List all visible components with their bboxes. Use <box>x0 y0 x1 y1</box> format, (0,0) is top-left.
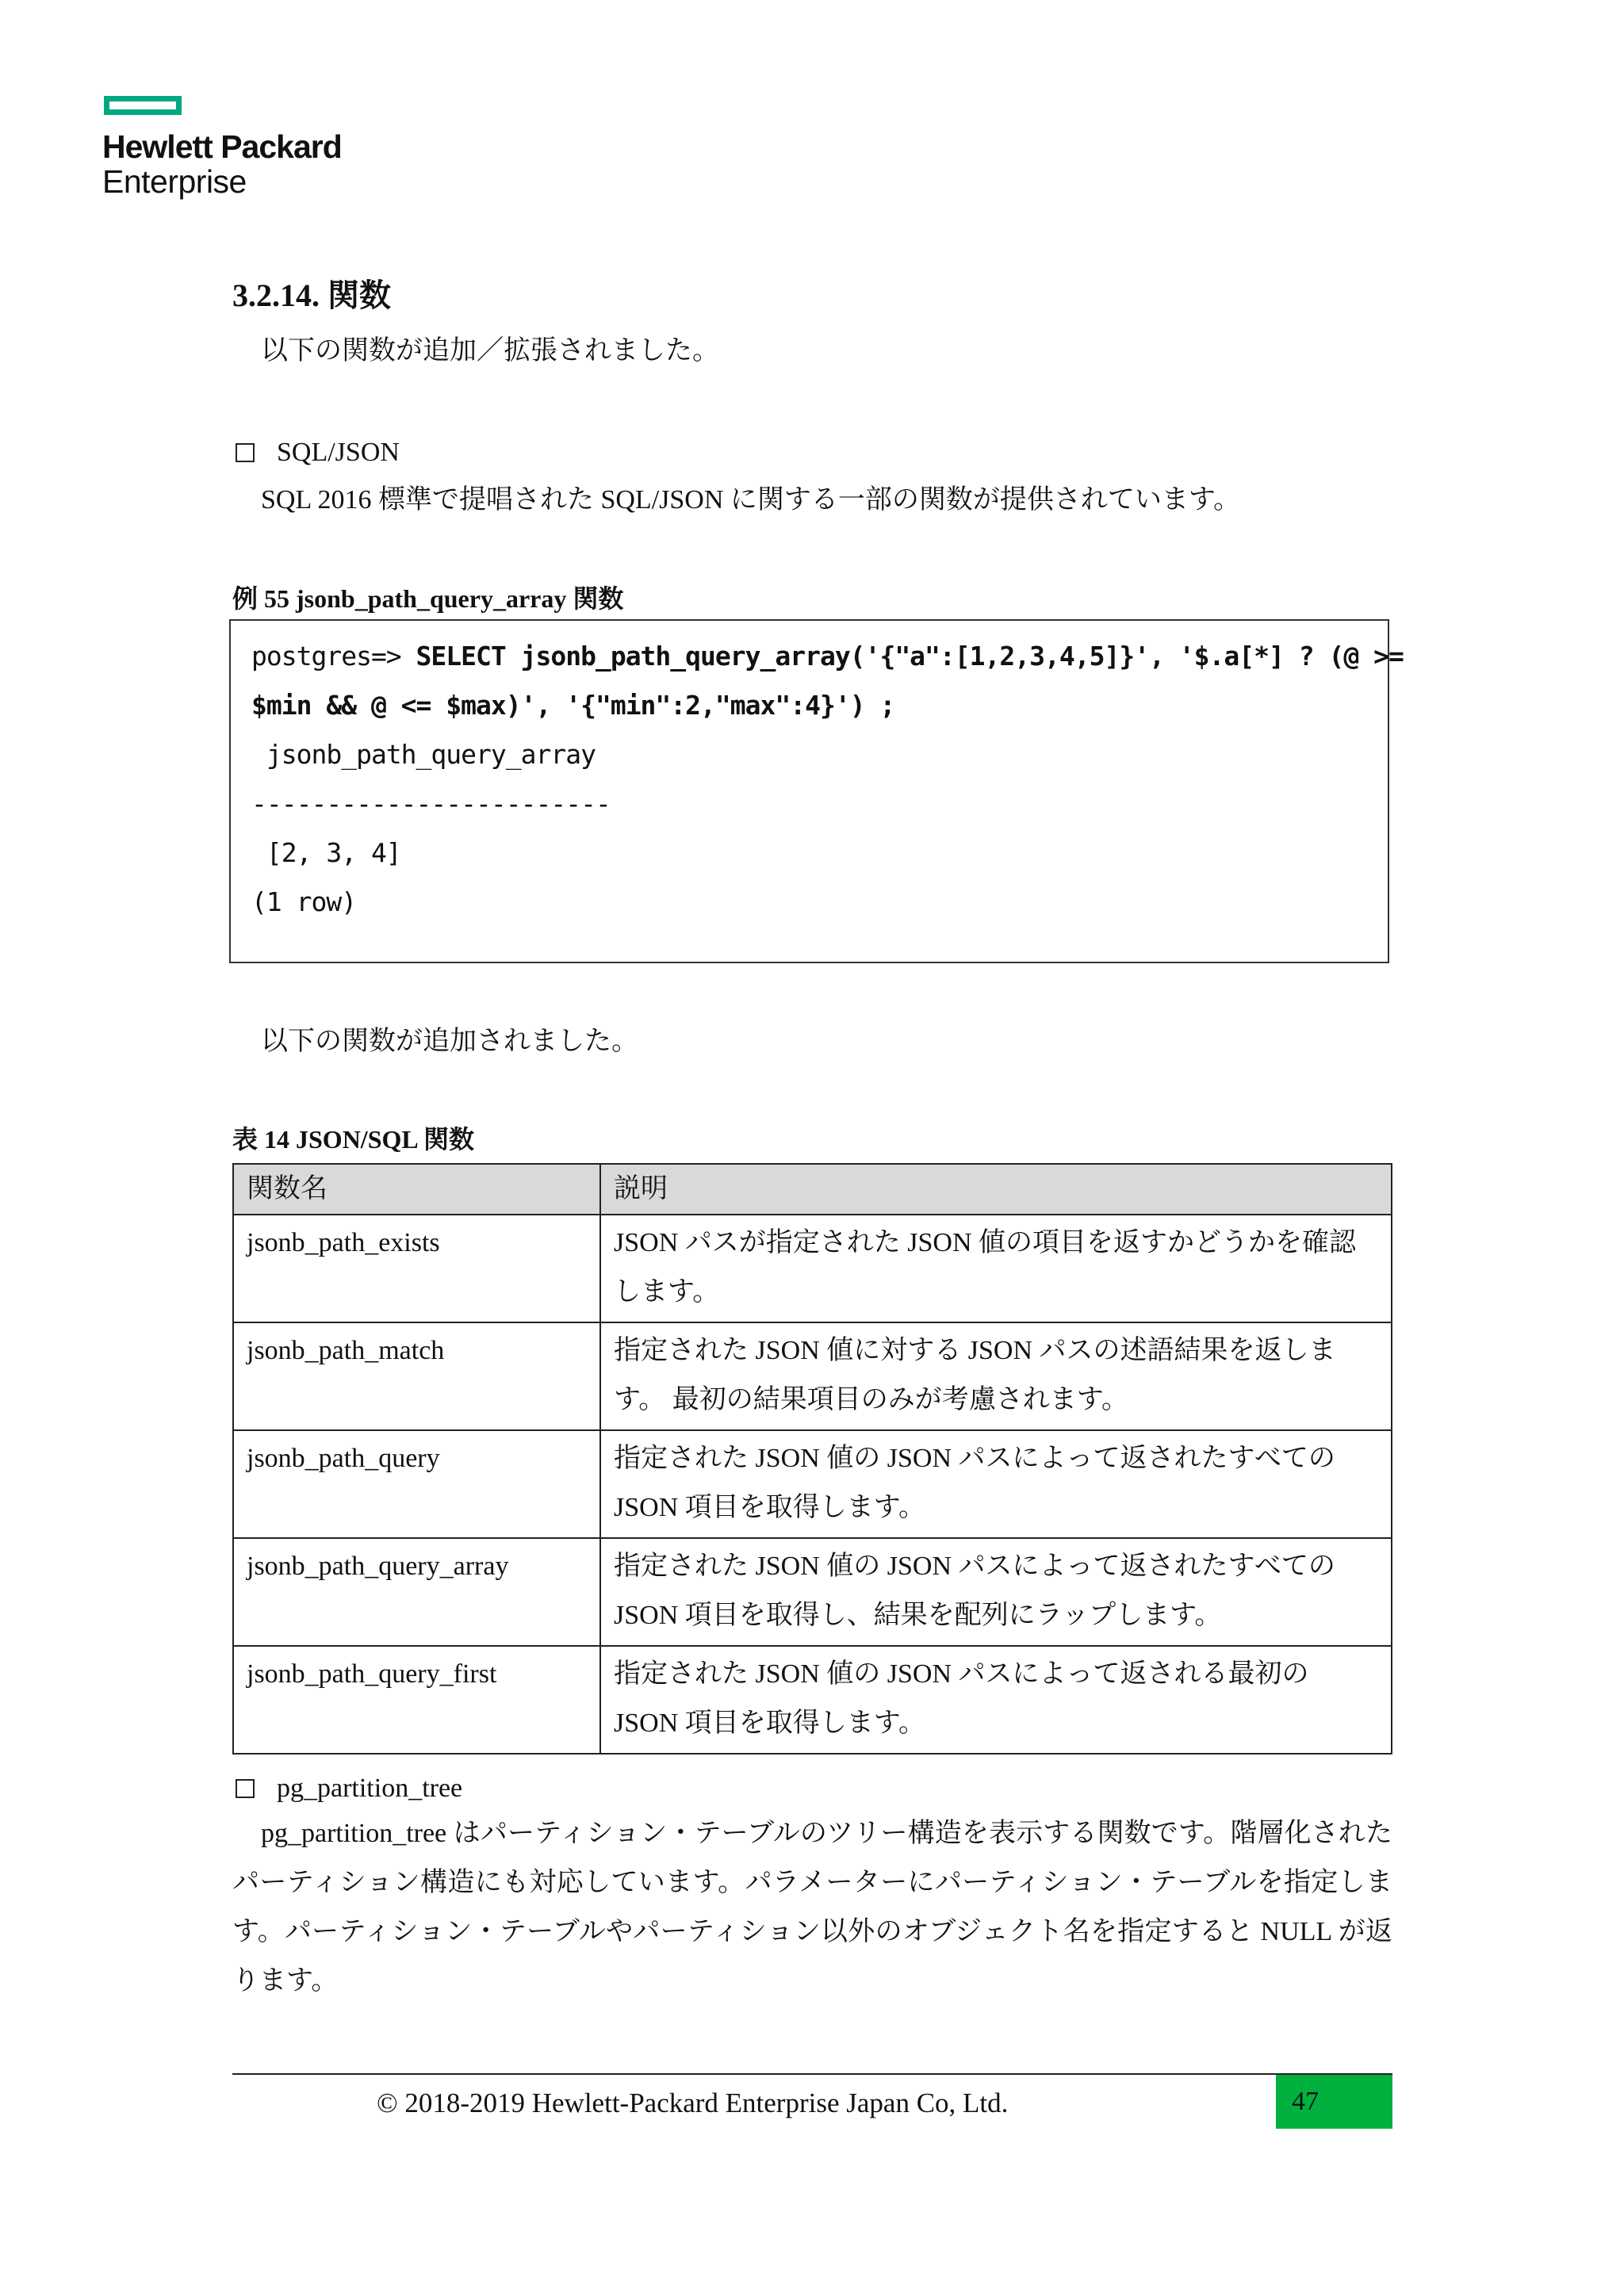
code-line: jsonb_path_query_array <box>251 739 596 770</box>
section-intro: 以下の関数が追加／拡張されました。 <box>261 336 719 365</box>
footer-divider <box>232 2073 1392 2075</box>
function-description: 指定された JSON 値の JSON パスによって返される最初の JSON 項目を取得します。 <box>600 1646 1392 1754</box>
code-line <box>251 632 1404 681</box>
function-description: 指定された JSON 値の JSON パスによって返されたすべての JSON 項目を取得します。 <box>600 1430 1392 1538</box>
partition-label: pg_partition_tree <box>277 1774 463 1803</box>
function-name: jsonb_path_query_array <box>233 1538 600 1646</box>
function-description: 指定された JSON 値の JSON パスによって返されたすべての JSON 項目を取得し、結果を配列にラップします。 <box>600 1538 1392 1646</box>
logo-text-line2: Enterprise <box>102 163 247 200</box>
function-name: jsonb_path_query_first <box>233 1646 600 1754</box>
code-query-part1: SELECT jsonb_path_query_array('{"a":[1,2,3,4,5]}', '$.a[*] ? (@ >= <box>416 641 1404 672</box>
function-name: jsonb_path_exists <box>233 1215 600 1322</box>
partition-description: pg_partition_tree はパーティション・テーブルのツリー構造を表示する関数です。階層化されたパーティション構造にも対応しています。パラメーターにパーティション・テーブルを指定します。パーティション・テーブルやパーティション以外のオブジェクト名を指定すると NULL が返ります。 <box>232 1819 1392 1996</box>
table-row <box>233 1430 1392 1538</box>
partition-item <box>236 1764 462 1813</box>
footer-copyright: © 2018-2019 Hewlett-Packard Enterprise Japan Co, Ltd. <box>377 2087 1009 2118</box>
code-line: $min && @ <= $max)', '{"min":2,"max":4}') ; <box>251 690 895 721</box>
function-description: 指定された JSON 値に対する JSON パスの述語結果を返します。 最初の結果項目のみが考慮されます。 <box>600 1322 1392 1430</box>
sqljson-item <box>236 428 400 477</box>
code-line: (1 row) <box>251 886 357 917</box>
sqljson-label: SQL/JSON <box>277 438 400 467</box>
code-line: ------------------------ <box>251 788 611 819</box>
table-row <box>233 1215 1392 1322</box>
example-caption: 例 55 jsonb_path_query_array 関数 <box>232 584 624 613</box>
sqljson-description: SQL 2016 標準で提唱された SQL/JSON に関する一部の関数が提供されています。 <box>261 485 1241 515</box>
checkbox-square-icon <box>236 443 255 462</box>
hpe-logo-mark <box>104 96 182 115</box>
header-function-name: 関数名 <box>233 1164 600 1215</box>
functions-table <box>232 1163 1392 1755</box>
table-caption: 表 14 JSON/SQL 関数 <box>232 1125 474 1154</box>
added-functions-text: 以下の関数が追加されました。 <box>261 1027 638 1056</box>
function-description: JSON パスが指定された JSON 値の項目を返すかどうかを確認します。 <box>600 1215 1392 1322</box>
section-heading: 3.2.14. 関数 <box>232 277 391 313</box>
page-number: 47 <box>1276 2075 1392 2129</box>
logo-text-line1: Hewlett Packard <box>102 128 342 165</box>
table-row <box>233 1646 1392 1754</box>
function-name: jsonb_path_match <box>233 1322 600 1430</box>
table-row <box>233 1538 1392 1646</box>
table-header-row <box>233 1164 1392 1215</box>
code-line: [2, 3, 4] <box>251 837 401 868</box>
code-prompt: postgres=> <box>251 641 416 672</box>
checkbox-square-icon <box>236 1779 255 1798</box>
table-row <box>233 1322 1392 1430</box>
function-name: jsonb_path_query <box>233 1430 600 1538</box>
header-description: 説明 <box>600 1164 1392 1215</box>
code-block <box>229 619 1404 963</box>
